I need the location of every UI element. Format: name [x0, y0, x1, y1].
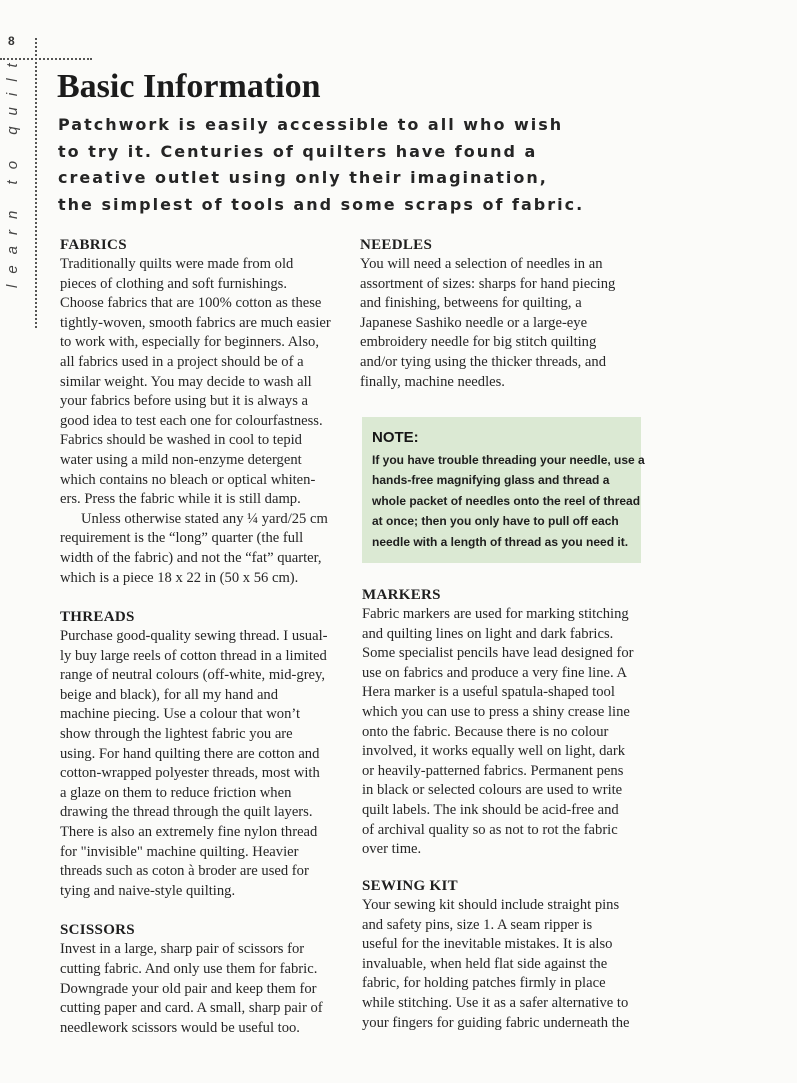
note-line: at once; then you only have to pull off each: [372, 514, 619, 529]
text-line: Invest in a large, sharp pair of scissors for: [60, 941, 305, 958]
text-line: embroidery needle for big stitch quilting: [360, 334, 597, 351]
text-line: threads such as coton à broder are used for: [60, 863, 309, 880]
page-number: 8: [8, 34, 15, 48]
text-line: which contains no bleach or optical whiten-: [60, 471, 316, 488]
text-line: useful for the inevitable mistakes. It is also: [362, 936, 613, 953]
text-line: show through the lightest fabric you are: [60, 726, 293, 743]
text-line: Purchase good-quality sewing thread. I usual-: [60, 628, 328, 645]
text-line: needlework scissors would be useful too.: [60, 1019, 300, 1036]
text-line: Fabric markers are used for marking stitching: [362, 606, 629, 622]
text-line: Unless otherwise stated any ¼ yard/25 cm: [81, 510, 328, 527]
text-line: using. For hand quilting there are cotton and: [60, 745, 320, 762]
text-line: good idea to test each one for colourfastness.: [60, 412, 323, 429]
text-line: Japanese Sashiko needle or a large-eye: [360, 314, 588, 331]
text-line: your fabrics before using but it is always a: [60, 393, 309, 410]
text-line: involved, it works equally well on light, dark: [362, 743, 626, 760]
text-line: all fabrics used in a project should be of a: [60, 353, 304, 370]
text-line: to work with, especially for beginners. Also,: [60, 334, 319, 351]
side-label: learn to quilt: [4, 52, 21, 288]
text-line: cotton-wrapped polyester threads, most with: [60, 765, 320, 782]
text-line: finally, machine needles.: [360, 373, 505, 390]
text-line: Choose fabrics that are 100% cotton as these: [60, 295, 322, 312]
note-line: hands-free magnifying glass and thread a: [372, 473, 610, 488]
note-box: [362, 417, 645, 563]
threads-heading: THREADS: [60, 609, 135, 626]
text-line: which is a piece 18 x 22 in (50 x 56 cm).: [60, 569, 299, 586]
intro-line: to try it. Centuries of quilters have found a: [58, 141, 538, 161]
text-line: Traditionally quilts were made from old: [60, 256, 294, 272]
text-line: ers. Press the fabric while it is still damp.: [60, 491, 301, 508]
fabrics-heading: FABRICS: [60, 237, 127, 253]
intro-paragraph: [58, 112, 585, 218]
text-line: similar weight. You may decide to wash all: [60, 373, 312, 390]
text-line: Downgrade your old pair and keep them for: [60, 980, 317, 997]
note-line: If you have trouble threading your needle, use a: [372, 453, 645, 467]
right-column-top: [360, 236, 660, 392]
text-line: and finishing, betweens for quilting, a: [360, 295, 582, 312]
intro-line: Patchwork is easily accessible to all who wish: [58, 115, 564, 134]
scissors-heading: SCISSORS: [60, 922, 135, 939]
text-line: tying and naive-style quilting.: [60, 882, 236, 899]
text-line: tightly-woven, smooth fabrics are much easier: [60, 314, 331, 331]
text-line: pieces of clothing and soft furnishings.: [60, 275, 287, 292]
text-line: Fabrics should be washed in cool to tepid: [60, 432, 302, 449]
text-line: You will need a selection of needles in an: [360, 256, 603, 272]
note-title: NOTE:: [372, 429, 419, 446]
text-line: There is also an extremely fine nylon thread: [60, 824, 318, 841]
intro-line: creative outlet using only their imagination,: [58, 168, 548, 187]
intro-line: the simplest of tools and some scraps of fabric.: [58, 194, 585, 214]
text-line: cutting fabric. And only use them for fabric.: [60, 961, 318, 977]
dotted-rule-vertical: [35, 38, 37, 328]
text-line: and safety pins, size 1. A seam ripper is: [362, 916, 593, 933]
text-line: use on fabrics and produce a very fine line. A: [362, 664, 628, 681]
text-line: invaluable, when held flat side against the: [362, 955, 608, 972]
text-line: or heavily-patterned fabrics. Permanent pens: [362, 762, 624, 779]
text-line: ly buy large reels of cotton thread in a limited: [60, 647, 327, 664]
markers-section: [362, 586, 662, 860]
threads-text: [60, 627, 345, 901]
text-line: onto the fabric. Because there is no colour: [362, 723, 609, 740]
text-line: range of neutral colours (off-white, mid-grey,: [60, 667, 326, 684]
text-line: and/or tying using the thicker threads, and: [360, 353, 607, 370]
text-line: in black or selected colours are used to write: [362, 782, 623, 799]
needles-heading: NEEDLES: [360, 237, 433, 253]
markers-heading: MARKERS: [362, 587, 441, 603]
text-line: drawing the thread through the quilt layers.: [60, 804, 313, 821]
text-line: of archival quality so as not to rot the fabric: [362, 821, 618, 838]
text-line: over time.: [362, 841, 422, 858]
text-line: your fingers for guiding fabric underneath the: [362, 1014, 630, 1031]
text-line: requirement is the “long” quarter (the full: [60, 530, 304, 547]
text-line: machine piecing. Use a colour that won’t: [60, 706, 301, 723]
fabrics-text: [60, 255, 345, 588]
sewing-kit-heading: SEWING KIT: [362, 878, 458, 894]
text-line: Hera marker is a useful spatula-shaped tool: [362, 684, 615, 701]
text-line: while stitching. Use it as a safer alternative to: [362, 994, 629, 1011]
text-line: fabric, for holding patches firmly in place: [362, 975, 606, 992]
text-line: a glaze on them to reduce friction when: [60, 784, 292, 801]
text-line: beige and black), for all my hand and: [60, 686, 279, 703]
text-line: cutting paper and card. A small, sharp pair of: [60, 1000, 323, 1017]
text-line: assortment of sizes: sharps for hand piecing: [360, 275, 616, 292]
sewing-kit-section: [362, 877, 662, 1033]
note-line: needle with a length of thread as you need it.: [372, 534, 629, 549]
text-line: which you can use to press a shiny crease line: [362, 703, 630, 720]
text-line: water using a mild non-enzyme detergent: [60, 451, 302, 468]
note-line: whole packet of needles onto the reel of thread: [372, 493, 641, 508]
scissors-text: [60, 940, 345, 1038]
text-line: Some specialist pencils have lead designed for: [362, 645, 634, 662]
text-line: width of the fabric) and not the “fat” quarter,: [60, 549, 322, 566]
text-line: for "invisible" machine quilting. Heavier: [60, 843, 299, 860]
left-column: [60, 236, 345, 1038]
needles-text: [360, 255, 660, 392]
page-title: Basic Information: [57, 68, 321, 105]
text-line: quilt labels. The ink should be acid-free and: [362, 801, 619, 818]
text-line: and quilting lines on light and dark fabrics.: [362, 625, 614, 642]
text-line: Your sewing kit should include straight pins: [362, 897, 620, 913]
